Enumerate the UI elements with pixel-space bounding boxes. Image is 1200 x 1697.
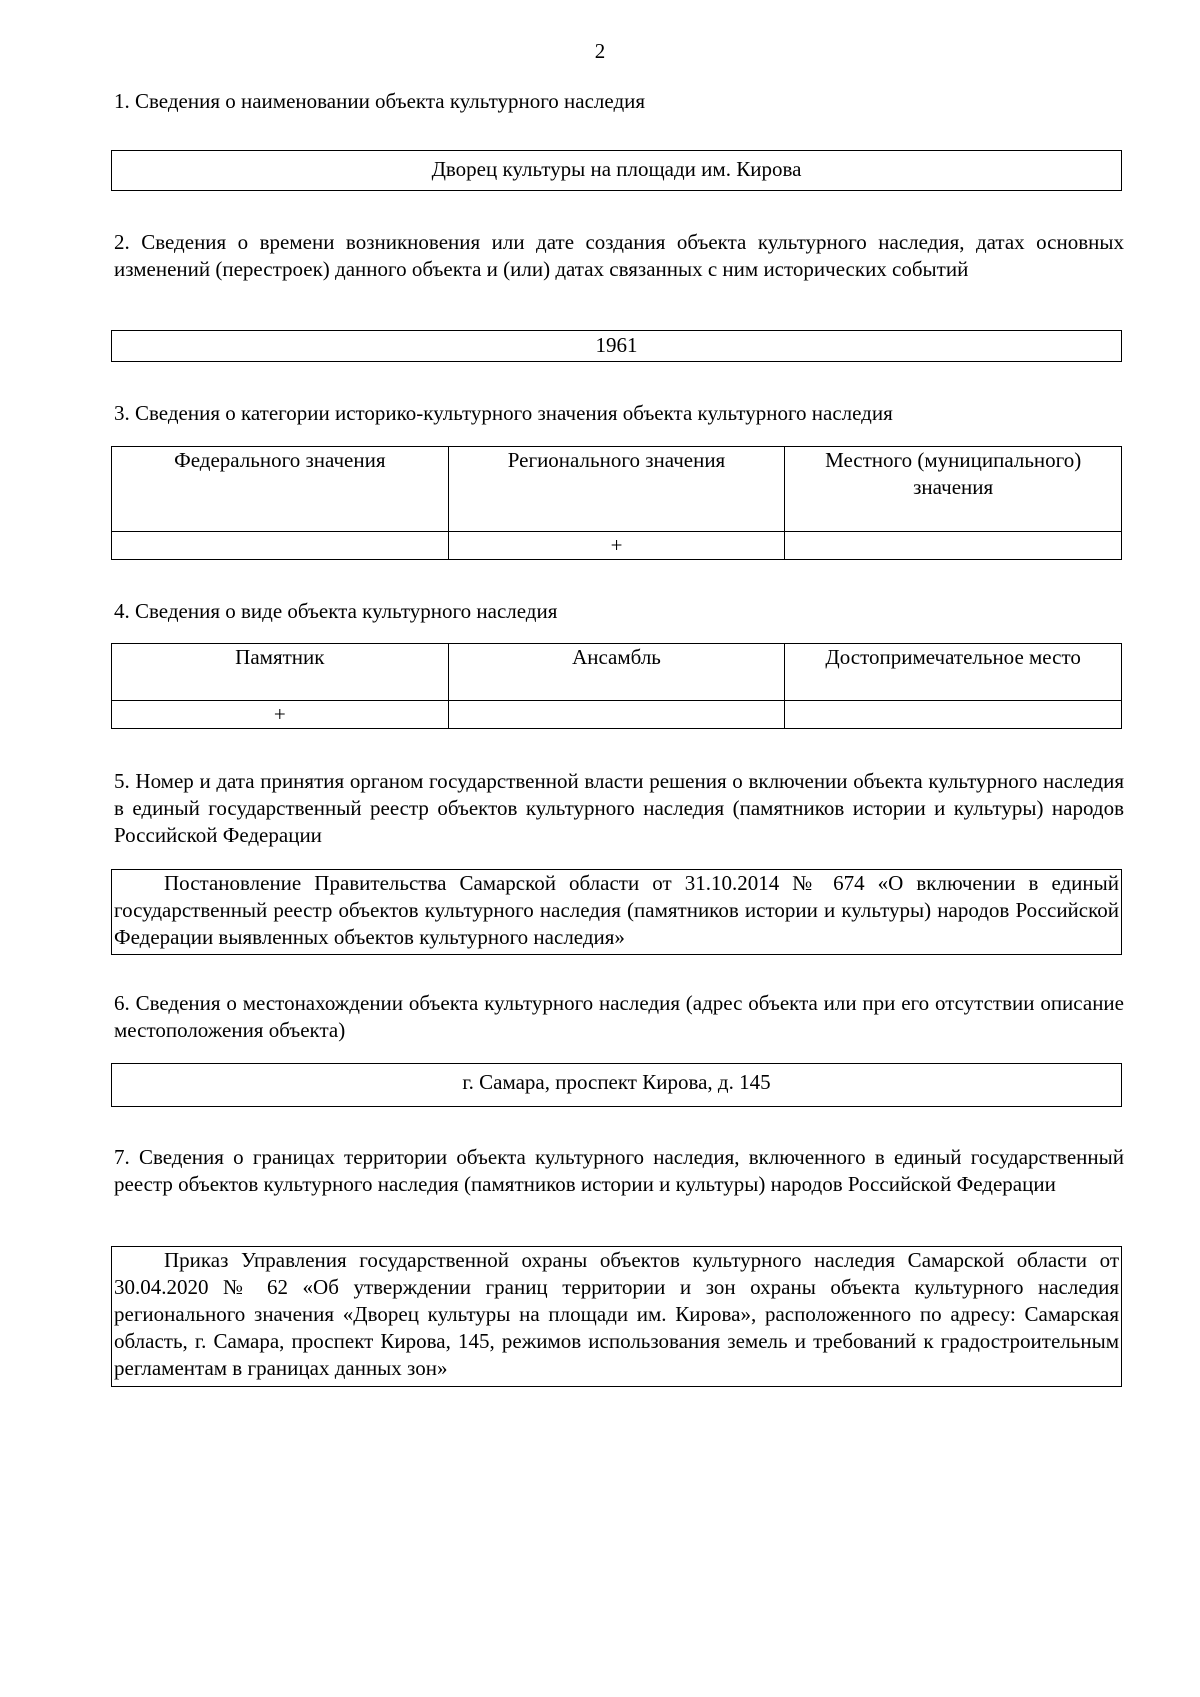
section-1-value: Дворец культуры на площади им. Кирова [111,150,1122,191]
object-type-table [111,643,1122,729]
page-number: 2 [594,39,606,63]
section-5-value [111,869,1122,955]
section-6-heading: 6. Сведения о местонахождении объекта культурного наследия (адрес объекта или при его отсутствии описание местоположения объекта) [114,991,1124,1042]
section-2-value: 1961 [111,330,1122,362]
section-4-heading: 4. Сведения о виде объекта культурного наследия [114,599,558,623]
section-3-heading: 3. Сведения о категории историко-культурного значения объекта культурного наследия [114,401,893,425]
category-table [111,446,1122,560]
section-1-heading: 1. Сведения о наименовании объекта культурного наследия [114,89,646,113]
category-local-header: Местного (муниципального) значения [785,447,1122,532]
type-monument-mark: + [112,701,449,729]
type-monument-header: Памятник [112,644,449,701]
type-landmark-mark [785,701,1122,729]
section-2-heading: 2. Сведения о времени возникновения или дате создания объекта культурного наследия, датах основных изменений (перестроек) данного объекта и (или) датах связанных с ним исторических событий [114,230,1124,281]
type-ensemble-header: Ансамбль [448,644,785,701]
type-landmark-header: Достопримечательное место [785,644,1122,701]
section-7-value [111,1246,1122,1387]
section-5-text: Постановление Правительства Самарской области от 31.10.2014 № 674 «О включении в единый государственный реестр объектов культурного наследия (памятников истории и культуры) народов Российской Федерации выявленных объектов культурного наследия» [114,871,1119,949]
category-regional-header: Регионального значения [448,447,785,532]
category-regional-mark: + [448,532,785,560]
section-7-text: Приказ Управления государственной охраны объектов культурного наследия Самарской области от 30.04.2020 № 62 «Об утверждении границ территории и зон охраны объекта культурного наследия регионального значения «Дворец культуры на площади им. Кирова», расположенного по адресу: Самарская область, г. Самара, проспект Кирова, 145, режимов использования земель и требований к градостроительным регламентам в границах данных зон» [114,1248,1119,1380]
section-5-heading: 5. Номер и дата принятия органом государственной власти решения о включении объекта культурного наследия в единый государственный реестр объектов культурного наследия (памятников истории и культуры) народов Российской Федерации [114,769,1124,847]
category-federal-mark [112,532,449,560]
category-federal-header: Федерального значения [112,447,449,532]
type-ensemble-mark [448,701,785,729]
section-6-value: г. Самара, проспект Кирова, д. 145 [111,1063,1122,1107]
category-local-mark [785,532,1122,560]
section-7-heading: 7. Сведения о границах территории объекта культурного наследия, включенного в единый государственный реестр объектов культурного наследия (памятников истории и культуры) народов Российской Федерации [114,1145,1124,1196]
